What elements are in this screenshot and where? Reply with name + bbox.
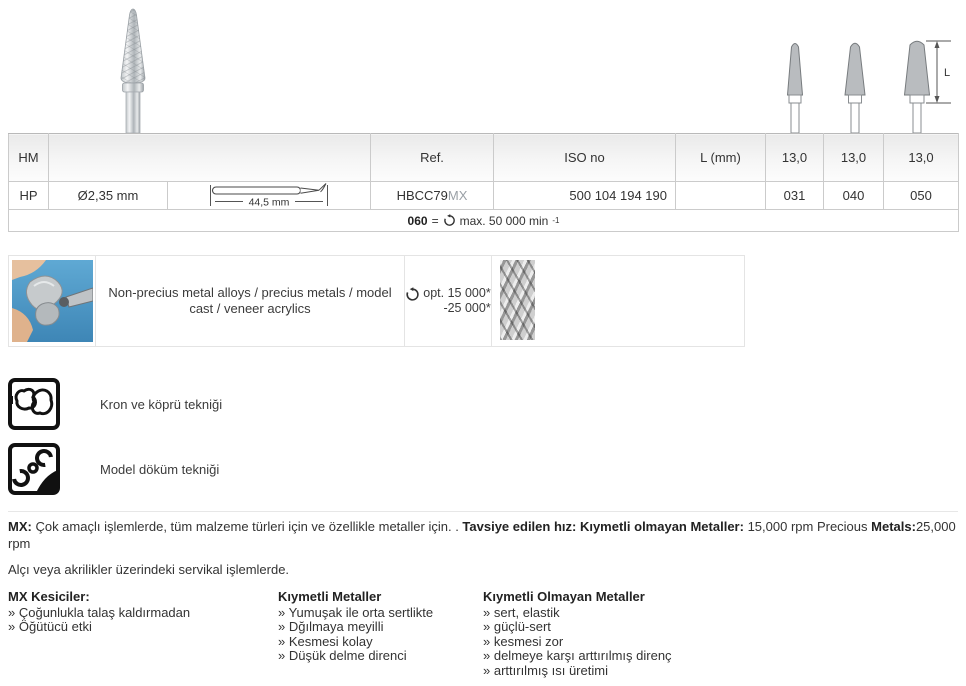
note-metals-bold: Metals: [871,519,916,534]
material-header: HM [9,134,49,182]
shank-drawing-cell [168,182,371,210]
opt-speed-line2: -25 000* [443,301,491,315]
shank-length-drawing [209,182,329,209]
size-diagrams [770,36,966,133]
rotation-icon [405,287,420,302]
feature-item: » Dğılmaya meyilli [278,619,384,634]
bur-tip [59,297,69,307]
cervical-note-paragraph: Alçı veya akrilikler üzerindeki servikal işlemlerde. [8,562,290,577]
column-heading: Kıymetli Olmayan Metaller [483,589,645,604]
size-code-1: 031 [766,182,824,210]
column-precious-metals [278,590,478,664]
feature-item: » delmeye karşı arttırılmış direnç [483,648,672,663]
l-header: L (mm) [676,134,766,182]
column-heading: Kıymetli Metaller [278,589,382,604]
shank-type-cell: HP [9,182,49,210]
max-speed-text: max. 50 000 min [459,213,549,228]
feature-item: » güçlü-sert [483,619,551,634]
feature-item: » kesmesi zor [483,633,564,649]
ref-suffix: MX [447,188,468,203]
ref-cell [371,182,494,210]
column-non-precious-metals [483,590,783,678]
ref-value: HBCC79 [396,188,448,203]
note-speed-heading: Tavsiye edilen hız: Kıymetli olmayan Metaller: [462,519,744,534]
application-materials: Non-precius metal alloys / precius metals / model cast / veneer acrylics [96,256,405,346]
application-photo-cell [9,256,96,346]
crown-bridge-icon [8,378,60,430]
technique-label-model-casting: Model döküm tekniği [100,462,220,477]
column-heading: MX Kesiciler: [8,589,90,604]
column-items [278,606,478,664]
optimal-speed-cell [405,256,492,346]
l-dimension-label: L [944,67,951,79]
l-value-2: 13,0 [824,134,884,182]
separator-line [8,511,958,512]
note-body: Çok amaçlı işlemlerde, tüm malzeme türleri için ve özellikle metaller için. . [31,519,463,534]
spec-table [8,133,959,232]
feature-item: » Yumuşak ile orta sertlikte [278,604,434,620]
l-empty-cell [676,182,766,210]
l-value-1: 13,0 [766,134,824,182]
note-speed-value: 15,000 rpm Precious [743,519,872,534]
column-mx-cutters [8,590,273,635]
max-speed-code: 060 [407,213,428,228]
bur-product-photo [98,6,168,133]
bur-silhouette-031 [788,44,803,96]
usage-note-paragraph [8,518,958,552]
feature-item: » Çoğunlukla talaş kaldırmadan [8,604,191,620]
l-value-3: 13,0 [884,134,959,182]
technique-label-crown-bridge: Kron ve köprü tekniği [100,397,223,412]
feature-item: » Öğütücü etki [8,619,92,634]
application-block [8,255,745,347]
cutter-texture-image [500,260,535,340]
note-speed-value2: 25,000 rpm [8,519,956,551]
texture-cell [492,256,744,346]
equals-sign: = [431,213,439,228]
application-photo [12,260,93,342]
feature-item: » arttırılmış ısı üretimi [483,662,608,678]
iso-header: ISO no [494,134,676,182]
ref-header: Ref. [371,134,494,182]
bur-silhouette-050 [905,41,930,95]
bur-silhouette-040 [845,43,865,95]
rotation-icon [443,214,456,227]
size-code-3: 050 [884,182,959,210]
bur-head [121,9,145,83]
feature-item: » sert, elastik [483,604,560,620]
max-speed-row: 060 = max. 50 000 min -1 [9,210,959,232]
feature-item: » Kesmesi kolay [278,633,373,649]
column-items [8,606,273,635]
note-mx-prefix: MX: [8,519,32,534]
column-items [483,606,783,679]
iso-value-cell: 500 104 194 190 [494,182,676,210]
shank-length-label: 44,5 mm [248,196,290,209]
bur-collar [123,83,144,92]
bur-shank [126,92,140,133]
diameter-cell: Ø2,35 mm [49,182,168,210]
opt-speed-line1: opt. 15 000* [423,286,491,300]
header-spacer [49,134,371,182]
model-casting-icon [8,443,60,495]
size-code-2: 040 [824,182,884,210]
feature-item: » Düşük delme direnci [278,648,407,663]
